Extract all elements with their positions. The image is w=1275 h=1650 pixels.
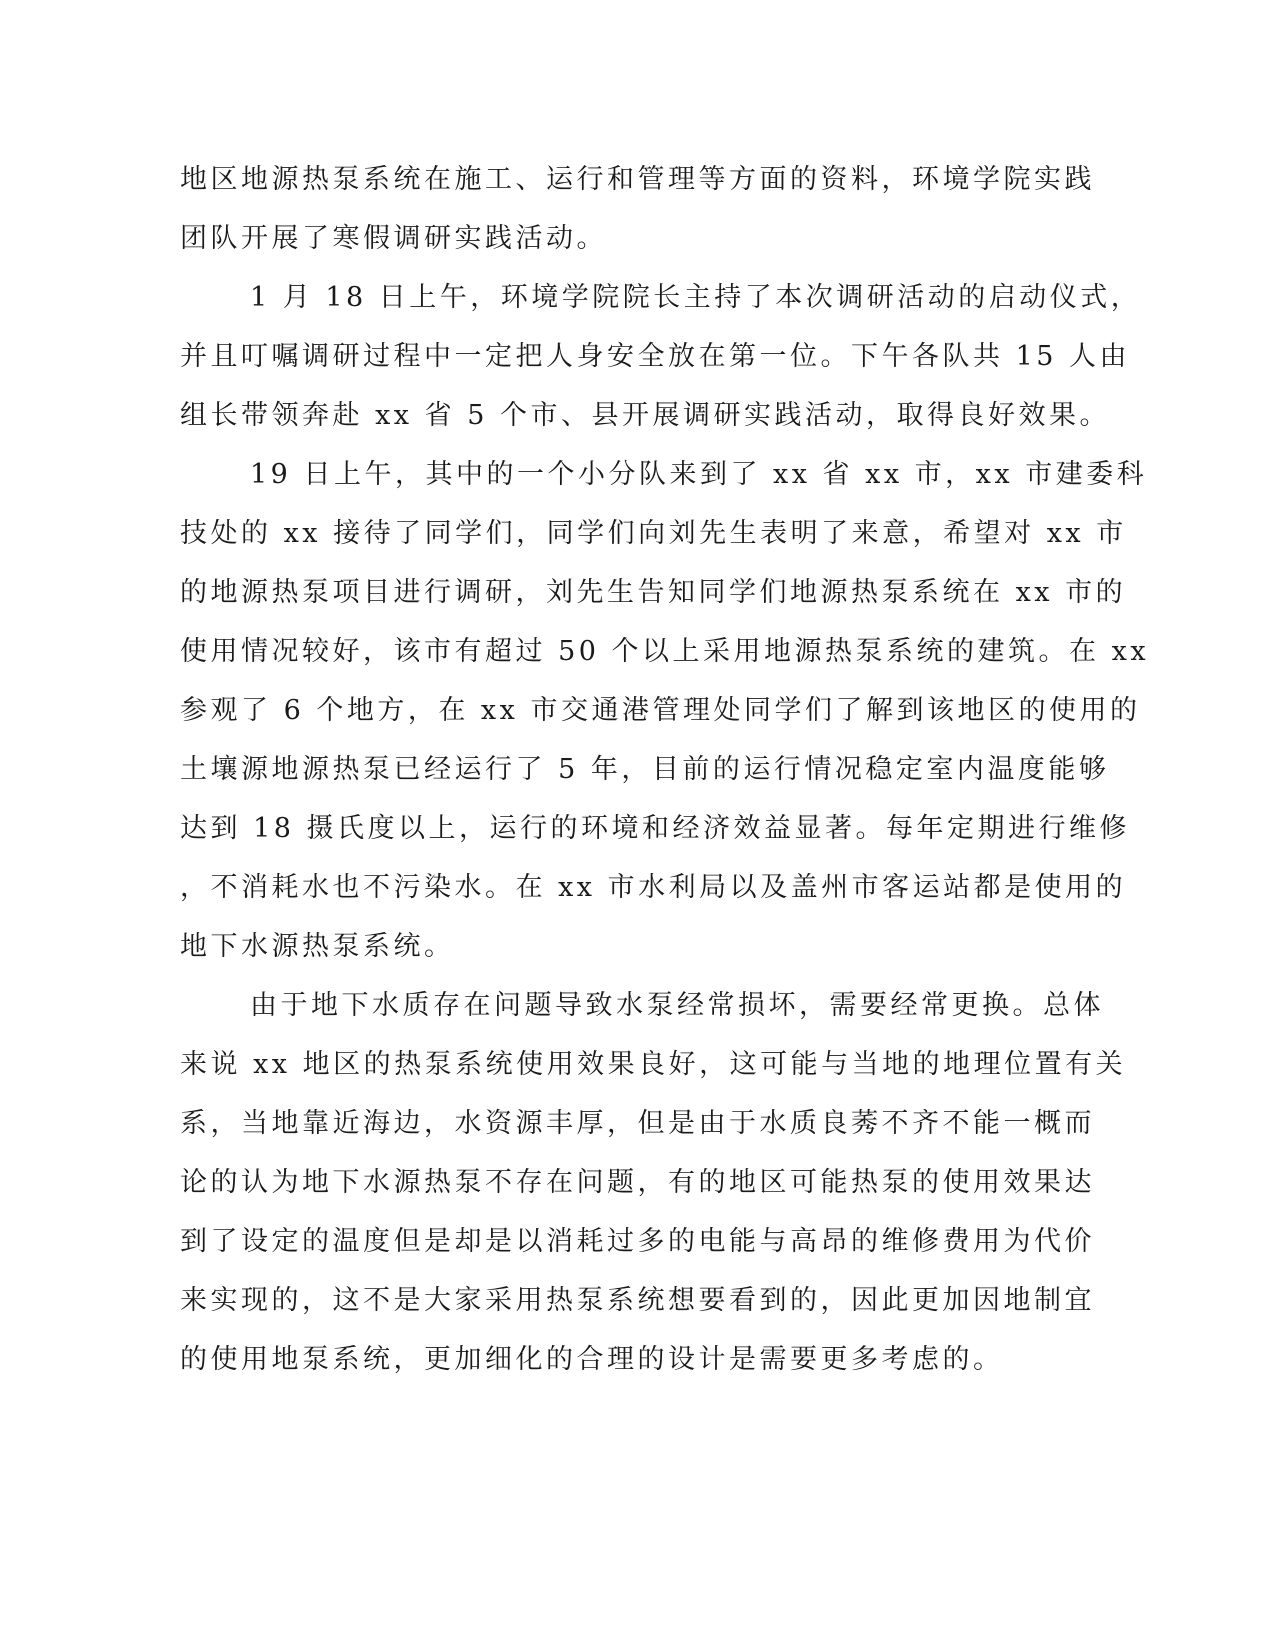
text-line: 团队开展了寒假调研实践活动。 <box>180 223 607 254</box>
text-line: 来说 xx 地区的热泵系统使用效果良好，这可能与当地的地理位置有关 <box>180 1049 1127 1080</box>
text-line: 组长带领奔赴 xx 省 5 个市、县开展调研实践活动，取得良好效果。 <box>180 400 1110 431</box>
text-line: 的使用地泵系统，更加细化的合理的设计是需要更多考虑的。 <box>180 1344 1004 1375</box>
text-line: 系，当地靠近海边，水资源丰厚，但是由于水质良莠不齐不能一概而 <box>180 1108 1095 1139</box>
text-line: 技处的 xx 接待了同学们，同学们向刘先生表明了来意，希望对 xx 市 <box>180 518 1127 549</box>
text-line: 参观了 6 个地方，在 xx 市交通港管理处同学们了解到该地区的使用的 <box>180 695 1141 726</box>
paragraph-first-line: 19 日上午，其中的一个小分队来到了 xx 省 xx 市，xx 市建委科 <box>250 459 1148 490</box>
text-line: 的地源热泵项目进行调研，刘先生告知同学们地源热泵系统在 xx 市的 <box>180 577 1127 608</box>
paragraph-first-line: 1 月 18 日上午，环境学院院长主持了本次调研活动的启动仪式， <box>250 282 1142 313</box>
text-line: 论的认为地下水源热泵不存在问题，有的地区可能热泵的使用效果达 <box>180 1167 1095 1198</box>
text-line: 来实现的，这不是大家采用热泵系统想要看到的，因此更加因地制宜 <box>180 1285 1095 1316</box>
text-line: 土壤源地源热泵已经运行了 5 年，目前的运行情况稳定室内温度能够 <box>180 754 1110 785</box>
text-line: 并且叮嘱调研过程中一定把人身安全放在第一位。下午各队共 15 人由 <box>180 341 1131 372</box>
paragraph-first-line: 由于地下水质存在问题导致水泵经常损坏，需要经常更换。总体 <box>250 990 1104 1021</box>
text-line: 使用情况较好，该市有超过 50 个以上采用地源热泵系统的建筑。在 xx <box>180 636 1150 667</box>
text-line: 到了设定的温度但是却是以消耗过多的电能与高昂的维修费用为代价 <box>180 1226 1095 1257</box>
text-line: 地区地源热泵系统在施工、运行和管理等方面的资料，环境学院实践 <box>180 164 1095 195</box>
text-line: 达到 18 摄氏度以上，运行的环境和经济效益显著。每年定期进行维修 <box>180 813 1131 844</box>
text-line: ，不消耗水也不污染水。在 xx 市水利局以及盖州市客运站都是使用的 <box>180 872 1127 903</box>
text-line: 地下水源热泵系统。 <box>180 931 455 962</box>
